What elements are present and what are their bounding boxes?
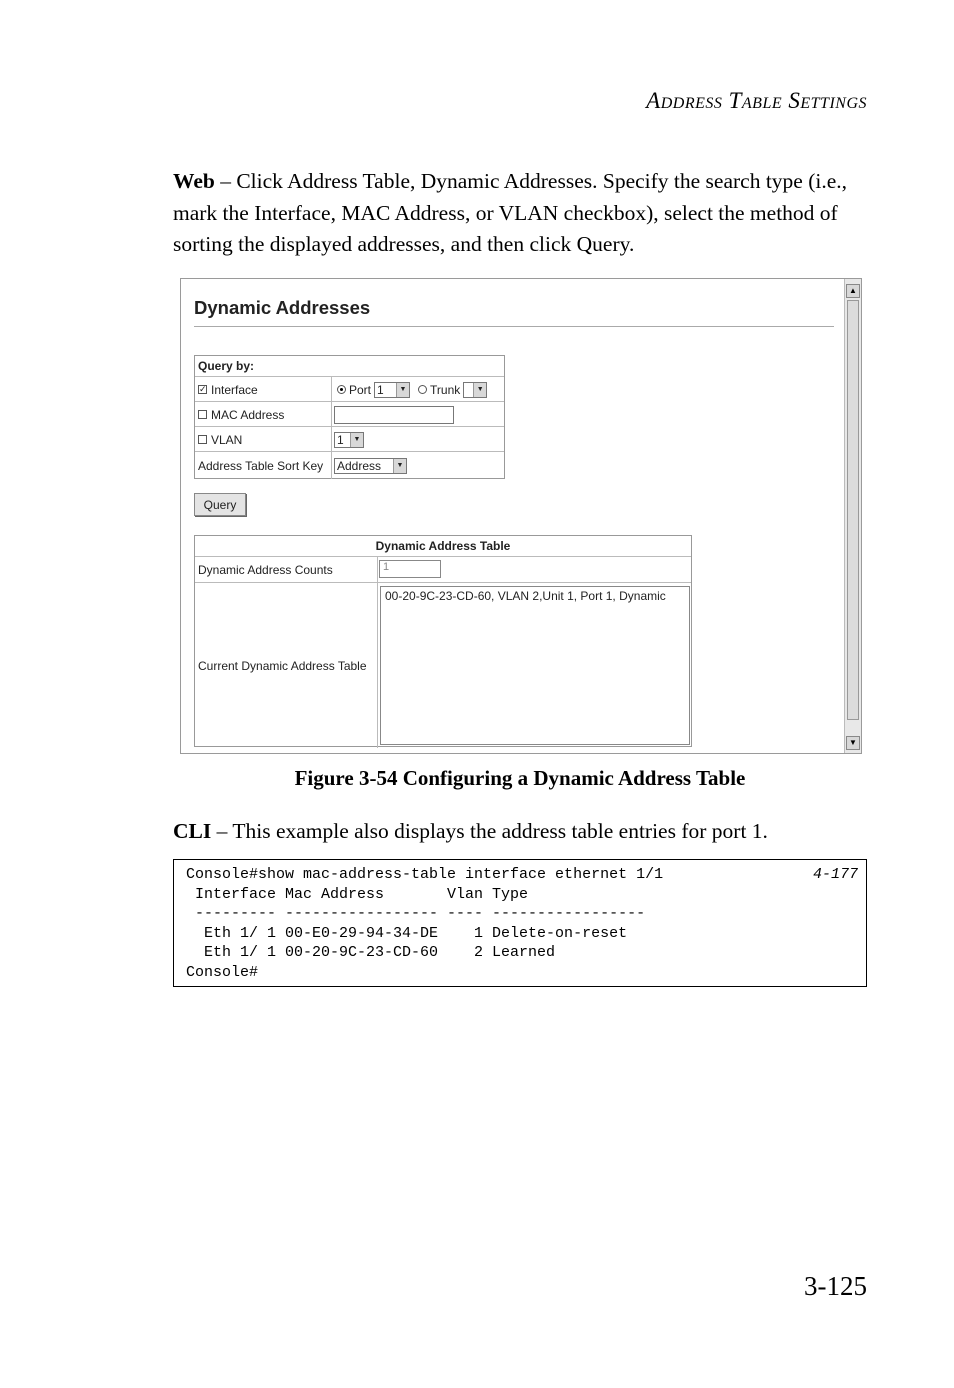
sort-key-value: Address (337, 458, 382, 473)
scroll-thumb[interactable] (847, 300, 859, 720)
current-table-label: Current Dynamic Address Table (198, 658, 367, 673)
cli-text: – This example also displays the address table entries for port 1. (211, 819, 768, 843)
intro-label: Web (173, 169, 215, 193)
address-list[interactable] (380, 586, 690, 745)
code-line: Eth 1/ 1 00-E0-29-94-34-DE 1 Delete-on-reset (186, 924, 628, 942)
port-select-value: 1 (377, 382, 384, 397)
sort-key-select[interactable] (334, 458, 407, 474)
code-line: Interface Mac Address Vlan Type (186, 885, 529, 903)
interface-option[interactable] (198, 377, 258, 402)
intro-text: – Click Address Table, Dynamic Addresses. Specify the search type (i.e., mark the Interface, MAC Address, or VLAN checkbox), select the method of sorting the displayed addresses, and then click Query. (173, 169, 848, 256)
vlan-select-value: 1 (337, 432, 344, 447)
mac-label: MAC Address (211, 407, 285, 422)
dynamic-addresses-screenshot (180, 278, 862, 754)
cli-label: CLI (173, 819, 212, 843)
cli-paragraph (173, 816, 863, 848)
chevron-down-icon: ▼ (350, 433, 363, 447)
mac-option[interactable] (198, 402, 284, 427)
code-line: --------- ----------------- ---- ----------------- (186, 905, 646, 922)
trunk-select[interactable] (463, 382, 487, 398)
title-divider (194, 326, 834, 327)
code-line: Eth 1/ 1 00-20-9C-23-CD-60 2 Learned (186, 944, 556, 961)
mac-checkbox[interactable] (198, 410, 207, 419)
interface-label: Interface (211, 382, 258, 397)
vlan-option[interactable] (198, 427, 242, 452)
query-button[interactable]: Query (194, 493, 246, 516)
page-number: 3-125 (804, 1271, 867, 1301)
count-label: Dynamic Address Counts (198, 563, 333, 577)
list-item[interactable]: 00-20-9C-23-CD-60, VLAN 2,Unit 1, Port 1, Dynamic (385, 589, 666, 603)
trunk-radio[interactable] (418, 385, 427, 394)
port-radio[interactable] (337, 385, 346, 394)
dynamic-table-title: Dynamic Address Table (375, 539, 511, 553)
count-field: 1 (379, 560, 441, 578)
chevron-down-icon: ▼ (396, 383, 409, 397)
dynamic-address-table (194, 535, 692, 747)
code-block (173, 859, 867, 987)
vlan-checkbox[interactable] (198, 435, 207, 444)
vlan-select[interactable] (334, 432, 364, 448)
query-table (194, 355, 505, 479)
figure-caption: Figure 3-54 Configuring a Dynamic Address Table (294, 766, 746, 790)
sort-key-label: Address Table Sort Key (198, 458, 324, 473)
scroll-up-icon[interactable]: ▲ (846, 284, 860, 298)
query-heading: Query by: (198, 359, 255, 373)
vlan-label: VLAN (211, 432, 243, 447)
interface-checkbox[interactable]: ✓ (199, 384, 207, 394)
code-line: Console#show mac-address-table interface ethernet 1/1 (186, 866, 664, 883)
port-label: Port (349, 382, 372, 397)
intro-paragraph (173, 166, 863, 261)
chevron-down-icon: ▼ (473, 383, 486, 397)
mac-address-input[interactable] (334, 406, 454, 424)
chevron-down-icon: ▼ (393, 459, 406, 473)
running-header: Address Table Settings (646, 88, 867, 113)
port-select[interactable] (374, 382, 410, 398)
trunk-label: Trunk (430, 382, 461, 397)
code-line: Console# (186, 963, 259, 981)
vertical-scrollbar[interactable] (844, 279, 861, 753)
scroll-down-icon[interactable]: ▼ (846, 736, 860, 750)
screenshot-title: Dynamic Addresses (194, 297, 371, 318)
command-reference: 4-177 (812, 866, 858, 883)
